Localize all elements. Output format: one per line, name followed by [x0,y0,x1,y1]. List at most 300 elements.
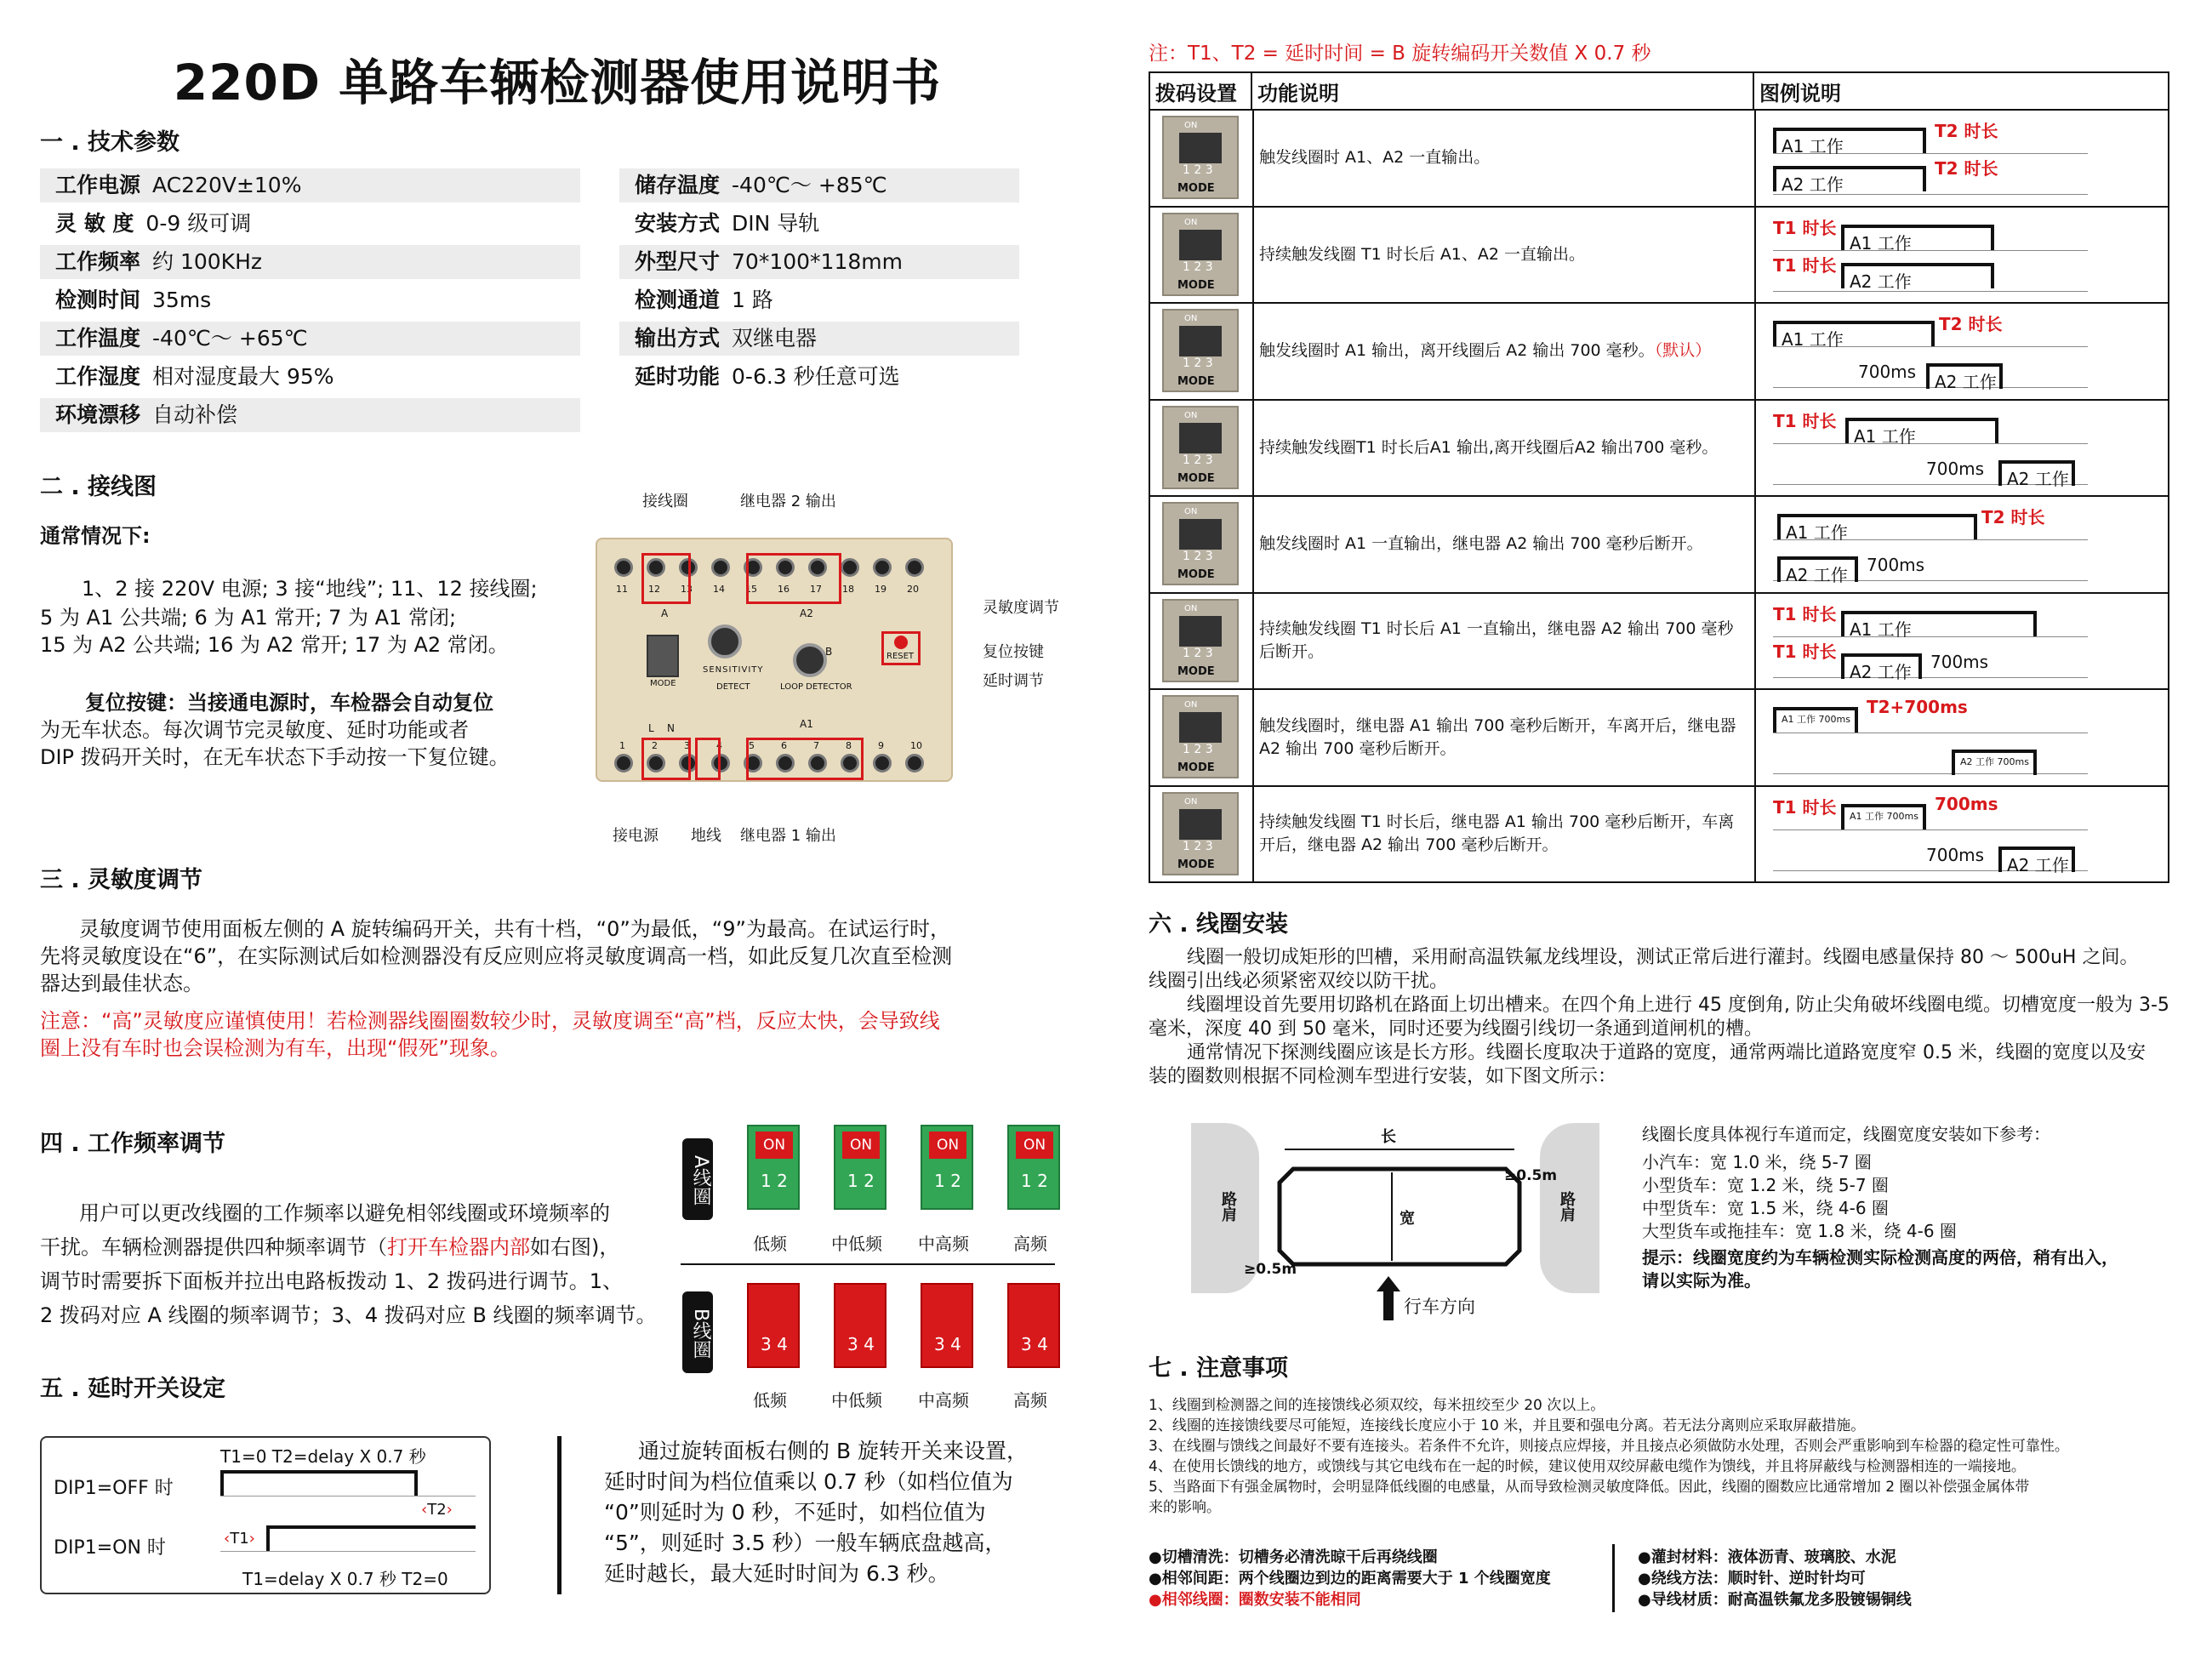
spec-key: 延时功能 [635,364,721,389]
spec-item [40,168,580,202]
legend-label: 700ms [1926,844,1985,865]
sensitivity-knob-icon[interactable] [708,624,742,658]
legend-pulse [1841,611,2037,640]
legend-baseline [1773,636,2088,637]
terminal-number: 2 [652,740,658,751]
relay1-highlight [746,738,864,780]
sens-line: 先将灵敏度设在“6”，在实际测试后如检测器没有反应则应将灵敏度调高一档，如此反复几次直至检测 [40,944,953,968]
spec-item [619,322,1019,356]
freq-dip-b-midhigh [921,1283,973,1368]
legend-label: A1 工作 [1850,232,1912,254]
legend-label: A2 工作 [1850,271,1912,292]
terminal-number: 7 [813,740,819,751]
freq-divider [681,1263,1055,1265]
freq-line [40,1234,619,1261]
loop-highlight [641,553,691,604]
freq-dip-a-midlow [834,1125,887,1210]
dip-switch-body [1179,423,1222,453]
legend-label: A2 工作 [2007,854,2069,875]
sec1-heading: 一 . 技术参数 [40,129,180,156]
function-cell [1259,497,1747,592]
spec-item [40,322,580,356]
legend-label: A2 工作 [1850,661,1912,682]
terminal-screw-icon [841,558,859,577]
install-line: 装的圈数则根据不同检测车型进行安装，如下图文所示： [1149,1066,1617,1087]
shoulder-left-label: 路肩 [1219,1191,1237,1222]
dip-on-label: ON [1184,700,1198,710]
terminal-screw-icon [614,754,633,772]
legend-baseline [1773,677,2088,678]
terminal-screw-icon [873,558,892,577]
legend-cell [1756,787,2169,882]
dip-mode-label: MODE [1177,471,1215,485]
spec-key: 灵 敏 度 [55,211,134,236]
legend-time-label: T1 时长 [1773,641,1837,662]
ref-tip: 请以实际为准。 [1642,1270,1761,1291]
terminal-screw-icon [711,558,730,577]
legend-time-label: T1 时长 [1773,217,1837,238]
dip-numbers: 1 2 3 [1183,163,1213,177]
a-coil-tag: A线圈 [682,1138,713,1220]
legend-label: A2 工作 [1782,174,1844,195]
function-cell [1259,594,1747,689]
legend-label: A1 工作 [1782,329,1844,350]
sens-line: 器达到最佳状态。 [40,972,203,995]
bullets-left [1149,1547,1551,1611]
sec2-sub: 通常情况下: [40,524,151,548]
note-item: 5、当路面下有强金属物时，会明显降低线圈的电感量，从而导致检测灵敏度降低。因此，线圈的圈数应比通常增加 2 圈以补偿强金属体带 [1149,1479,2030,1496]
function-text: 触发线圈时 A1、A2 一直输出。 [1259,148,1491,168]
dip-on-label: ON [1184,603,1198,613]
legend-time-label: T2 时长 [1935,121,1998,141]
timing-top-label: T1=0 T2=delay X 0.7 秒 [220,1446,426,1467]
dip-switch-body [1179,326,1222,356]
legend-baseline [1773,443,2088,444]
legend-baseline [1773,291,2088,292]
a-text: A [661,607,669,619]
b-text: B [825,646,833,658]
freq-line: 2 拨码对应 A 线圈的频率调节；3、4 拨码对应 B 线圈的频率调节。 [40,1303,657,1327]
function-cell [1259,401,1747,496]
t1-marker: ‹T1› [224,1530,255,1548]
dip-nums: 3 4 [761,1334,788,1354]
terminal-number: 17 [810,584,822,595]
spec-value: 双继电器 [732,326,818,351]
terminal-number: 6 [781,740,787,751]
legend-pulse [1998,847,2075,875]
dip-mode-label: MODE [1177,568,1215,581]
dip-switch-icon [1162,792,1239,875]
delay-line: 延时越长，最大延时时间为 6.3 秒。 [604,1561,949,1586]
label-delay: 延时调节 [983,672,1044,690]
shoulder-right-label: 路肩 [1558,1191,1576,1222]
label-ground: 地线 [691,827,721,845]
dip-switch-icon [1162,599,1239,682]
dip-switch-body [1179,133,1222,163]
bullet-item: ●切槽清洗：切槽务必清洗晾干后再绕线圈 [1149,1548,1438,1566]
legend-label: A1 工作 [1850,619,1912,640]
dip-off-label: DIP1=OFF 时 [54,1478,174,1499]
table-note: 注：T1、T2 = 延时时间 = B 旋转编码开关数值 X 0.7 秒 [1149,43,1651,65]
terminal-screw-icon [905,558,924,577]
legend-pulse [1773,166,1926,195]
delay-line: 延时时间为档位值乘以 0.7 秒（如档位值为 [604,1469,1013,1494]
table-row [1149,304,2169,401]
dip-switch-body [1179,616,1222,647]
legend-label: A1 工作 [1782,136,1844,157]
a2-text: A2 [800,607,813,619]
install-line: 毫米，深度 40 到 50 毫米，同时还要为线圈引线切一条通到道闸机的槽。 [1149,1018,1763,1040]
mode-label: MODE [650,679,676,688]
legend-baseline [1773,250,2088,251]
bullets-divider [1612,1544,1615,1612]
table-row [1149,111,2169,208]
cell-divider [1252,208,1254,303]
coil-diagram [1191,1123,1599,1327]
terminal-number: 15 [745,584,757,595]
function-text: 持续触发线圈 T1 时长后 A1、A2 一直输出。 [1259,244,1586,264]
freq-level: 中高频 [918,1234,969,1254]
legend-time-label: T1 时长 [1773,254,1837,276]
legend-label: A1 工作 700ms [1782,714,1850,725]
relay2-highlight [746,553,841,604]
terminal-screw-icon [905,754,924,772]
legend-time-label: T1 时长 [1773,410,1837,431]
dip-numbers: 1 2 3 [1183,550,1213,563]
cell-divider [1252,497,1254,592]
terminal-number: 4 [716,740,722,751]
table-row [1149,594,2169,691]
bullet-item: ●灌封材料：液体沥青、玻璃胶、水泥 [1638,1548,1896,1566]
legend-cell [1756,401,2169,496]
up-arrow-icon [1377,1276,1400,1291]
legend-label: A2 工作 [1935,372,1997,392]
function-text: 触发线圈时 A1 一直输出，继电器 A2 输出 700 毫秒后断开。 [1259,534,1703,554]
sens-note: 圈上没有车时也会误检测为有车，出现“假死”现象。 [40,1036,510,1060]
legend-label: A2 工作 [1786,565,1848,585]
on-baseline [220,1551,476,1552]
dip-numbers: 1 2 3 [1183,259,1213,274]
dip-nums: 3 4 [847,1334,875,1354]
dip-mode-label: MODE [1177,761,1215,774]
table-row [1149,690,2169,787]
legend-time-label: 700ms [1935,793,1998,814]
freq-dip-b-midlow [834,1283,887,1368]
spec-item [40,360,580,394]
terminal-screw-icon [873,754,892,772]
terminal-number: 11 [616,584,628,595]
legend-label: 700ms [1930,651,1989,672]
install-line: 线圈一般切成矩形的凹槽，采用耐高温铁氟龙线埋设，测试正常后进行灌封。线圈电感量保持 80 ～ 500uH 之间。 [1187,947,2139,968]
freq-level: 高频 [1013,1390,1047,1411]
terminal-number: 10 [910,740,922,751]
spec-value: 相对湿度最大 95% [152,364,334,389]
legend-cell [1756,111,2169,206]
terminal-number: 1 [619,740,625,751]
reset-line: 复位按键：当接通电源时，车检器会自动复位 [85,691,493,715]
terminal-number: 8 [846,740,852,751]
legend-pulse [1998,460,2075,489]
spec-item [40,398,580,432]
function-cell [1259,111,1747,206]
legend-cell [1756,594,2169,689]
dip-switch-icon [1162,116,1239,199]
dip-mode-label: MODE [1177,375,1215,388]
freq-dip-a-midhigh [921,1125,973,1210]
wiring-line: 15 为 A2 公共端; 16 为 A2 常开; 17 为 A2 常闭。 [40,633,509,657]
spec-value: 0-9 级可调 [145,211,252,236]
freq-level: 中低频 [831,1234,882,1254]
spec-value: 0-6.3 秒任意可选 [732,364,900,389]
spec-key: 检测通道 [635,288,721,312]
ref-line: 小型货车：宽 1.2 米，绕 5-7 圈 [1642,1175,1889,1195]
install-line: 通常情况下探测线圈应该是长方形。线圈长度取决于道路的宽度，通常两端比道路宽度窄 0.5 米，线圈的宽度以及安 [1187,1042,2146,1063]
b-coil-tag: B线圈 [682,1291,713,1373]
label-relay2: 继电器 2 输出 [740,493,836,510]
terminal-number: 13 [681,584,693,595]
dip-on-label: ON [1184,314,1198,323]
spec-item [40,245,580,279]
dip-on-label: DIP1=ON 时 [54,1537,166,1559]
a1-text: A1 [800,718,813,730]
sec6-heading: 六 . 线圈安装 [1149,911,1289,938]
terminal-number: 20 [907,584,919,595]
sens-note: 注意：“高”灵敏度应谨慎使用！若检测器线圈圈数较少时，灵敏度调至“高”档，反应太快，会导致线 [40,1009,940,1033]
spec-key: 工作湿度 [55,364,141,389]
dip-mode-label: MODE [1177,664,1215,678]
table-row [1149,787,2169,884]
spec-key: 工作电源 [55,173,141,197]
delay-knob-icon[interactable] [793,643,827,677]
power-highlight [641,738,691,780]
legend-time-label: T2+700ms [1867,697,1968,717]
install-line: 线圈引出线必须紧密双绞以防干扰。 [1149,971,1449,992]
dip-on-label: ON [1184,410,1198,420]
dip-nums: 3 4 [1021,1334,1048,1354]
t2-marker: ‹T2› [421,1501,453,1519]
ref-line: 线圈长度具体视行车道而定，线圈宽度安装如下参考： [1642,1124,2050,1144]
label-reset: 复位按键 [983,643,1044,661]
install-line: 线圈埋设首先要用切路机在路面上切出槽来。在四个角上进行 45 度倒角, 防止尖角破坏线圈电缆。切槽宽度一般为 3-5 [1187,995,2169,1016]
dip-numbers: 1 2 3 [1183,646,1213,660]
function-cell [1259,208,1747,303]
dip-numbers: 1 2 3 [1183,743,1213,756]
terminal-number: 14 [713,584,725,595]
dip-switch-icon [1162,502,1239,585]
legend-label: 700ms [1926,458,1985,479]
length-label: 长 [1381,1128,1396,1146]
delay-line: “0”则延时为 0 秒，不延时，如档位值为 [604,1500,986,1525]
legend-time-label: T1 时长 [1773,796,1837,818]
freq-dip-a-high [1007,1125,1060,1210]
freq-level: 高频 [1013,1234,1047,1254]
dip-numbers: 1 2 3 [1183,356,1213,370]
legend-time-label: T2 时长 [1939,314,2003,334]
direction-label: 行车方向 [1404,1297,1475,1317]
legend-pulse [1773,321,1935,350]
col-function: 功能说明 [1251,72,1753,110]
legend-label: A1 工作 [1854,425,1916,447]
spec-item [619,168,1019,202]
spec-item [619,245,1019,279]
ground-highlight [695,738,721,780]
function-text: 触发线圈时 A1 输出，离开线圈后 A2 输出 700 毫秒。 [1259,341,1655,361]
label-power: 接电源 [613,827,658,845]
arrow-stem [1383,1291,1394,1320]
freq-dip-a-low [747,1125,800,1210]
mode-dip-icon [647,635,679,677]
legend-time-label: T2 时长 [1981,507,2045,527]
coil-width-reference [1642,1123,2118,1292]
dip-nums: 3 4 [934,1334,961,1354]
col-dip: 拨码设置 [1149,72,1251,110]
cell-divider [1252,304,1254,399]
n-text: N [667,722,675,734]
on-label: ON [842,1132,880,1159]
sec2-heading: 二 . 接线图 [40,474,157,500]
dip-nums: 1 2 [1021,1171,1048,1191]
bullet-item: ●绕线方法：顺时针、逆时针均可 [1638,1570,1866,1588]
legend-pulse [1845,418,1998,447]
loop-detector-text: LOOP DETECTOR [780,682,852,692]
length-arrow [1285,1149,1514,1150]
legend-time-label: T1 时长 [1773,603,1837,624]
legend-cell [1756,497,2169,592]
col-legend: 图例说明 [1753,72,2169,110]
reset-button[interactable] [894,636,908,649]
bullets-right [1638,1547,1912,1611]
spec-value: 自动补偿 [152,402,238,427]
note-item: 1、线圈到检测器之间的连接馈线必须双绞，每米扭绞至少 20 次以上。 [1149,1397,1605,1414]
bullet-item: ●导线材质：耐高温铁氟龙多股镀锡铜线 [1638,1591,1912,1609]
note-item: 4、在使用长馈线的地方，或馈线与其它电线布在一起的时候，建议使用双绞屏蔽电缆作为馈线，并且将屏蔽线与检测器相连的一端接地。 [1149,1458,2026,1475]
terminal-number: 18 [842,584,854,595]
dip-switch-icon [1162,213,1239,296]
bullet-item: ●相邻间距：两个线圈边到边的距离需要大于 1 个线圈宽度 [1149,1570,1551,1588]
freq-level: 低频 [753,1234,787,1254]
legend-pulse [1777,556,1858,585]
legend-label: A2 工作 700ms [1960,756,2029,767]
gap-left-label: ≥0.5m [1244,1261,1297,1278]
dip-on-label: ON [1184,507,1198,516]
spec-key: 环境漂移 [55,402,141,427]
spec-value: 70*100*118mm [732,249,903,274]
legend-cell [1756,690,2169,785]
label-loop: 接线圈 [642,493,688,510]
sec7-heading: 七 . 注意事项 [1149,1355,1289,1382]
dip-switch-body [1179,809,1222,840]
ref-tip: 提示：线圈宽度约为车辆检测实际检测高度的两倍，稍有出入， [1642,1247,2118,1268]
ref-line: 小汽车：宽 1.0 米，绕 5-7 圈 [1642,1152,1872,1172]
cell-divider [1252,690,1254,785]
spec-value: 1 路 [732,288,773,312]
terminal-number: 9 [878,740,884,751]
detect-text: DETECT [716,682,750,692]
dip-mode-label: MODE [1177,858,1215,871]
sec3-heading: 三 . 灵敏度调节 [40,867,203,893]
freq-text: 干扰。车辆检测器提供四种频率调节（ [40,1235,387,1259]
legend-pulse [1841,263,1994,292]
spec-item [40,283,580,317]
dip-nums: 1 2 [761,1171,788,1191]
legend-pulse [1952,750,2037,775]
notes-list [1149,1395,2186,1518]
width-label: 宽 [1400,1210,1415,1228]
table-row [1149,208,2169,305]
dip-switch-body [1179,519,1222,550]
spec-value: 35ms [152,288,212,312]
function-text: 触发线圈时，继电器 A1 输出 700 毫秒后断开，车离开后，继电器 A2 输出 700 毫秒后断开。 [1259,715,1736,758]
spec-item [619,360,1019,394]
spec-key: 外型尺寸 [635,249,721,274]
legend-baseline [1773,773,2088,774]
freq-dip-b-low [747,1283,800,1368]
l-text: L [648,722,654,734]
spec-item [40,207,580,241]
timing-bottom-label: T1=delay X 0.7 秒 T2=0 [242,1569,448,1589]
spec-key: 安装方式 [635,211,721,236]
wiring-line: 1、2 接 220V 电源; 3 接“地线”; 11、12 接线圈; [82,577,538,601]
reset-text: RESET [887,652,915,661]
legend-pulse [1773,707,1858,733]
cell-divider [1252,111,1254,206]
label-relay1: 继电器 1 输出 [740,827,836,845]
t2-label: T2 [427,1501,447,1519]
function-cell [1259,690,1747,785]
delay-timing-diagram [40,1436,491,1594]
t1-label: T1 [230,1530,249,1548]
wiring-line: 5 为 A1 公共端; 6 为 A1 常开; 7 为 A1 常闭; [40,606,457,630]
function-extra: （默认） [1654,341,1712,361]
legend-pulse [1841,653,1922,682]
function-text: 持续触发线圈T1 时长后A1 输出,离开线圈后A2 输出700 毫秒。 [1259,437,1719,457]
sec5-divider [557,1436,562,1594]
ref-line: 中型货车：宽 1.5 米，绕 4-6 圈 [1642,1198,1889,1218]
freq-text-red: 打开车检器内部 [387,1235,530,1259]
dip-numbers: 1 2 3 [1183,839,1213,853]
legend-label: 700ms [1858,362,1917,382]
cell-divider [1252,594,1254,689]
freq-level: 中低频 [831,1390,882,1411]
sec5-heading: 五 . 延时开关设定 [40,1376,226,1402]
function-text: 持续触发线圈 T1 时长后 A1 一直输出，继电器 A2 输出 700 毫秒后断开。 [1259,619,1734,662]
dip-mode-table [1149,71,2169,111]
label-sensitivity: 灵敏度调节 [983,599,1059,617]
ref-line: 大型货车或拖挂车：宽 1.8 米，绕 4-6 圈 [1642,1221,1957,1241]
legend-label: A2 工作 [2007,468,2069,489]
on-label: ON [1016,1132,1053,1159]
dip-switch-body [1179,712,1222,743]
spec-key: 工作温度 [55,326,141,351]
reset-line: DIP 拨码开关时，在无车状态下手动按一下复位键。 [40,745,510,769]
dip-on-label: ON [1184,796,1198,807]
freq-level: 中高频 [918,1390,969,1411]
terminal-number: 19 [875,584,887,595]
on-label: ON [755,1132,793,1159]
terminal-number: 3 [684,740,690,751]
spec-item [619,283,1019,317]
freq-line: 调节时需要拆下面板并拉出电路板拨动 1、2 拨码进行调节。1、 [40,1269,624,1293]
spec-key: 储存温度 [635,173,721,197]
delay-line: “5”，则延时 3.5 秒）一般车辆底盘越高， [604,1531,1006,1555]
function-text: 持续触发线圈 T1 时长后，继电器 A1 输出 700 毫秒后断开，车离开后，继电器 A2 输出 700 毫秒后断开。 [1259,812,1735,855]
off-pulse [220,1470,418,1496]
freq-line: 用户可以更改线圈的工作频率以避免相邻线圈或环境频率的 [79,1201,610,1225]
spec-value: AC220V±10% [152,173,302,197]
freq-dip-b-high [1007,1283,1060,1368]
table-row [1149,401,2169,498]
bullet-item-red: ●相邻线圈：圈数安装不能相同 [1149,1591,1361,1609]
